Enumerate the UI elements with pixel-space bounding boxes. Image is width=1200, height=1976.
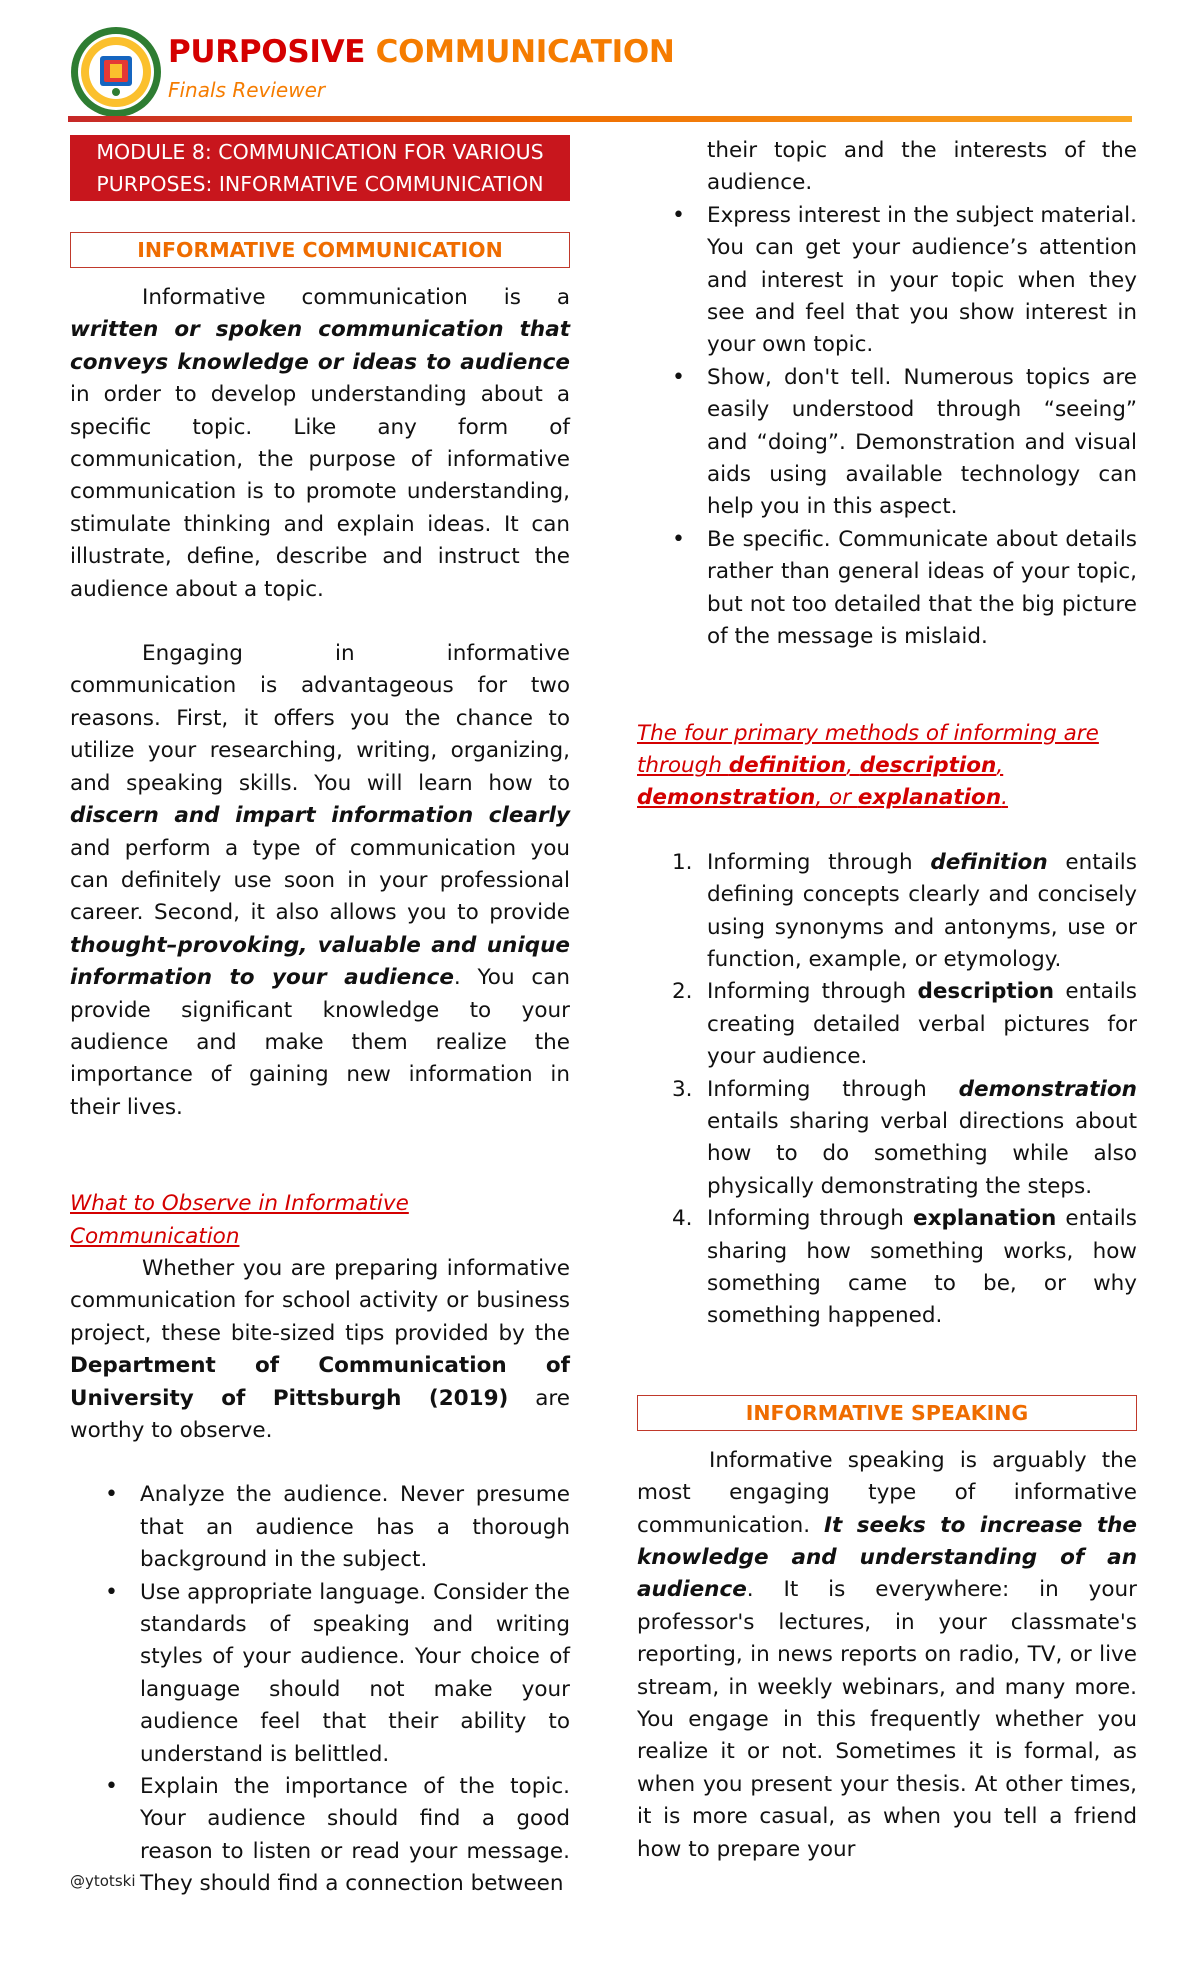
text-span: entails defining concepts clearly and concisely using synonyms and antonyms, use or function, example, or etymology. <box>707 849 1137 972</box>
list-item <box>70 1771 570 1901</box>
right-column <box>637 135 1137 1866</box>
method-description: description <box>859 752 997 778</box>
term-text: definition <box>930 849 1048 875</box>
methods-intro <box>637 718 1107 815</box>
title-part-2: COMMUNICATION <box>375 34 675 70</box>
paragraph-observe-intro <box>70 1253 570 1447</box>
text-span: , <box>846 752 860 778</box>
header-divider <box>68 116 1132 122</box>
list-item: • Express interest in the subject material. You can get your audience’s attention and interest in your topic when they see and feel that you show interest in your own topic. <box>637 200 1137 362</box>
text-span: Informative communication is a <box>142 285 570 310</box>
page-title <box>168 34 675 70</box>
list-item <box>637 847 1137 977</box>
left-column <box>70 135 570 1901</box>
text-span: entails creating detailed verbal pictures for your audience. <box>707 979 1137 1070</box>
text-span: entails sharing how something works, how something came to be, or why something happened. <box>707 1206 1137 1329</box>
text-span: entails sharing verbal directions about how to do something while also physically demonstrating the steps. <box>707 1108 1137 1199</box>
tips-list-continued <box>637 135 1137 654</box>
emphasis-text: thought–provoking, valuable and unique information to your audience <box>70 932 570 991</box>
text-span: are worthy to observe. <box>70 1385 570 1443</box>
list-item: • Analyze the audience. Never presume that an audience has a thorough background in the subject. <box>70 1479 570 1576</box>
paragraph-advantages <box>70 638 570 1124</box>
title-part-1: PURPOSIVE <box>168 34 366 70</box>
paragraph-informative-speaking <box>637 1445 1137 1866</box>
footer-handle: @ytotski <box>70 1872 136 1890</box>
method-explanation: explanation <box>857 785 1002 811</box>
text-span: Informing through <box>707 849 931 875</box>
text-span: . It is everywhere: in your professor's lectures, in your classmate's reporting, in news reports on radio, TV, or live stream, in weekly webinars, and many more. You engage in this frequently whether you realize it or not. Sometimes it is formal, as when you present your thesis. At other times, it is more casual, as when you tell a friend how to prepare your <box>637 1577 1137 1862</box>
tips-list <box>70 1479 570 1900</box>
text-span: Informing through <box>707 979 918 1005</box>
emphasis-text: It seeks to increase the knowledge and understanding of an audience <box>637 1512 1137 1603</box>
term-text: demonstration <box>958 1076 1137 1102</box>
text-span: . You can provide significant knowledge to your audience and make them realize the importance of gaining new information in their lives. <box>70 965 571 1120</box>
term-text: description <box>917 979 1055 1005</box>
page-subtitle: Finals Reviewer <box>168 78 326 102</box>
text-span: . <box>1001 785 1008 811</box>
list-item: • Show, don't tell. Numerous topics are easily understood through “seeing” and “doing”. Demonstration and visual aids using available technology can help you in this aspect. <box>637 362 1137 524</box>
text-span: , or <box>815 785 858 811</box>
method-definition: definition <box>728 752 847 778</box>
section-heading-informative-speaking: INFORMATIVE SPEAKING <box>637 1395 1137 1431</box>
item-number: 3. <box>672 1076 693 1102</box>
item-number: 2. <box>672 979 693 1005</box>
text-span: and perform a type of communication you can definitely use soon in your professional career. Second, it also allows you to provide <box>70 835 570 926</box>
text-span: Whether you are preparing informative communication for school activity or business project, these bite-sized tips provided by the <box>70 1255 570 1346</box>
emphasis-text: written or spoken communication that conveys knowledge or ideas to audience <box>70 317 570 375</box>
subheading-what-to-observe <box>70 1188 410 1253</box>
list-item <box>637 976 1137 1073</box>
page-header <box>70 22 1130 122</box>
list-item <box>637 1203 1137 1333</box>
list-item: • Use appropriate language. Consider the standards of speaking and writing styles of your audience. Your choice of language should not make your audience feel that their ability to understand is belittled. <box>70 1577 570 1771</box>
bold-text: Department of Communication of University of Pittsburgh (2019) <box>70 1353 570 1411</box>
text-span: Informing through <box>707 1076 959 1102</box>
list-item: • Be specific. Communicate about details rather than general ideas of your topic, but not too detailed that the big picture of the message is mislaid. <box>637 524 1137 654</box>
list-item <box>637 1074 1137 1204</box>
methods-list <box>637 847 1137 1333</box>
subheading-text: What to Observe in Informative Communication <box>70 1191 409 1249</box>
methods-intro-text <box>637 721 1099 811</box>
section-heading-informative-communication: INFORMATIVE COMMUNICATION <box>70 232 570 268</box>
paragraph-definition <box>70 282 570 606</box>
module-title-box: MODULE 8: COMMUNICATION FOR VARIOUS PURPOSES: INFORMATIVE COMMUNICATION <box>70 135 570 201</box>
text-span: The four primary methods of informing are through <box>637 720 1099 778</box>
text-span: , <box>996 752 1004 778</box>
text-span: Engaging in informative communication is advantageous for two reasons. First, it offers you the chance to utilize your researching, writing, organizing, and speaking skills. You will learn how to <box>70 641 570 796</box>
emphasis-text: discern and impart information clearly <box>70 803 570 829</box>
text-span: in order to develop understanding about a specific topic. Like any form of communication, the purpose of informative communication is to promote understanding, stimulate thinking and explain ideas. It can illustrate, define, describe and instruct the audience about a topic. <box>70 382 570 602</box>
university-seal-logo <box>70 26 162 118</box>
list-item-continued: their topic and the interests of the audience. <box>707 138 1137 196</box>
term-text: explanation <box>913 1206 1057 1232</box>
item-number: 1. <box>672 849 693 875</box>
text-span: Informative speaking is arguably the most engaging type of informative communication. <box>637 1447 1137 1538</box>
item-number: 4. <box>672 1206 693 1232</box>
text-span: Informing through <box>707 1206 914 1232</box>
method-demonstration: demonstration <box>637 785 816 811</box>
tip-text-split: Explain the importance of the topic. Your audience should find a good reason to listen or read your message. They should find a connection between <box>140 1774 570 1897</box>
